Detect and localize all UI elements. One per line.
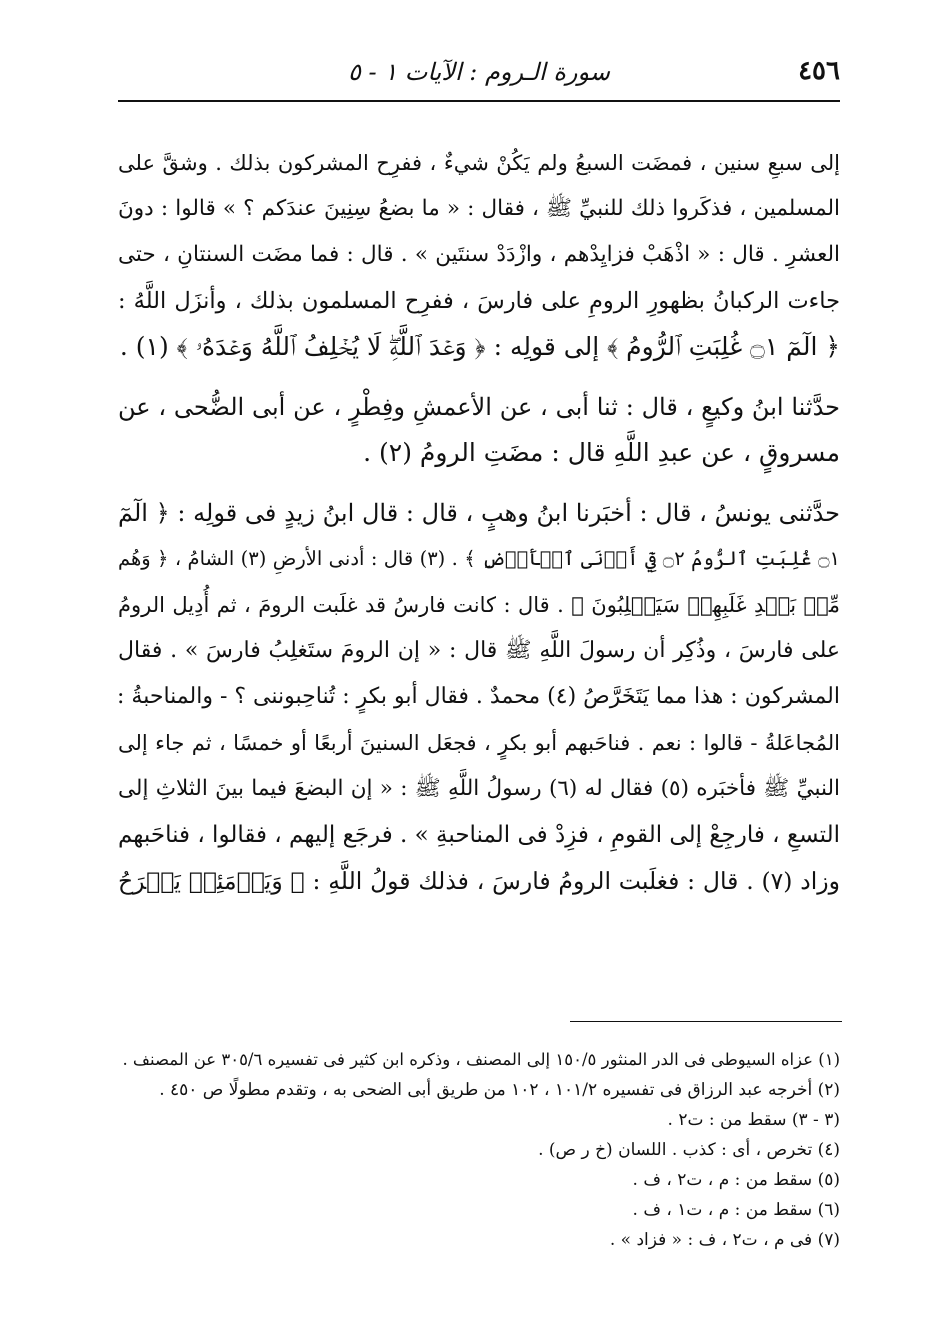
main-text: [118, 140, 840, 904]
footnote: (٧) فى م ، ت٢ ، ف : « فزاد » .: [609, 1230, 840, 1250]
text-line: المُجاعَلةُ - قالوا : نعم . فناحَبهم أبو بكرٍ ، فجعَل السنينَ أربعًا أو خمسًا ، ثم جاء إلى: [118, 731, 840, 755]
text-line: المشركون : هذا مما يَتَخَرَّصُ (٤) محمدٌ . فقال أبو بكرٍ : تُناحِبوننى ؟ - والمناحبةُ :: [117, 684, 840, 709]
footnote-separator: [570, 1021, 842, 1022]
text-line: مِّنۢ بَعۡدِ غَلَبِهِمۡ سَيَغۡلِبُونَ ﴾ . قال : كانت فارسُ قد غلَبت الرومَ ، ثم أُدِيل الرومُ: [118, 593, 840, 617]
text-line: مسروقٍ ، عن عبدِ اللَّهِ قال : مضَتِ الرومُ (٢) .: [363, 438, 840, 467]
paragraph-gap: [118, 370, 840, 384]
running-title: سورة الـروم : الآيات ١ - ٥: [347, 58, 611, 86]
footnote: (٦) سقط من : م ، ت١ ، ف .: [632, 1200, 840, 1220]
footnote: (٣ - ٣) سقط من : ت٢ .: [667, 1110, 840, 1130]
text-line: على فارسَ ، وذُكِر أن رسولَ اللَّهِ ﷺ قال : « إن الرومَ ستَغلِبُ فارسَ » . فقال: [118, 638, 840, 663]
running-header: [118, 50, 840, 102]
footnote: (٥) سقط من : م ، ت٢ ، ف .: [632, 1170, 840, 1190]
footnote: (١) عزاه السيوطى فى الدر المنثور ١٥٠/٥ إلى المصنف ، وذكره ابن كثير فى تفسيره ٣٠٥/٦ عن المصنف .: [122, 1050, 840, 1069]
text-line: إلى سبعِ سنين ، فمضَت السبعُ ولم يَكُنْ شيءٌ ، ففرِح المشركون بذلك . وشقَّ على: [118, 151, 840, 175]
paragraph: [118, 490, 840, 904]
text-line: ۝١ غُلِبَتِ ٱلرُّومُ ۝٢ فِيٓ أَدۡنَى ٱلۡأَرۡضِ ﴾ . (٣) قال : أدنى الأرضِ (٣) الشامُ ، ﴿ وَهُم: [118, 547, 840, 570]
footnote: (٢) أخرجه عبد الرزاق فى تفسيره ١٠١/٢ ، ١٠٢ من طريق أبى الضحى به ، وتقدم مطولًا ص ٤٥٠ .: [159, 1080, 840, 1100]
text-line: وزاد (٧) . قال : فغلَبت الرومُ فارسَ ، فذلك قولُ اللَّهِ : ﴿ وَيَوۡمَئِذٖ يَفۡرَحُ: [118, 867, 840, 895]
text-line: جاءت الركبانُ بظهورِ الرومِ على فارسَ ، ففرِح المسلمون بذلك ، وأنزَل اللَّهُ :: [118, 288, 840, 314]
page-number: ٤٥٦: [798, 56, 840, 86]
text-line: العشرِ . قال : « اذْهَبْ فزايِدْهم ، وازْدَدْ سنتَين » . قال : فما مضَت السنتانِ ، حتى: [118, 242, 841, 267]
footnotes: [118, 1045, 840, 1255]
footnote: (٤) تخرص ، أى : كذب . اللسان (خ ر ص) .: [538, 1140, 840, 1160]
paragraph: [118, 140, 840, 370]
text-line: ﴿ الٓمٓ ۝١ غُلِبَتِ ٱلرُّومُ ﴾ إلى قولِه : ﴿ وَعۡدَ ٱللَّهِۖ لَا يُخۡلِفُ ٱللَّهُ وَعۡدَهُۥ ﴾ (١) .: [119, 332, 840, 361]
text-line: النبيِّ ﷺ فأخبَره (٥) فقال له (٦) رسولُ اللَّهِ ﷺ : « إن البضعَ فيما بينَ الثلاثِ إلى: [118, 776, 840, 801]
text-line: حدَّثنا ابنُ وكيعٍ ، قال : ثنا أبى ، عن الأعمشِ وفِطْرٍ ، عن أبى الضُّحى ، عن: [118, 393, 841, 421]
paragraph: [118, 384, 840, 476]
paragraph-gap: [118, 476, 840, 490]
text-line: المسلمين ، فذكَروا ذلك للنبيِّ ﷺ ، فقال : « ما بضعُ سِنِينَ عندَكم ؟ » قالوا : دونَ: [118, 196, 840, 221]
text-line: التسعِ ، فارجِعْ إلى القومِ ، فزِدْ فى المناحبةِ » . فرجَع إليهم ، فقالوا ، فناحَبهم: [118, 822, 840, 848]
text-line: حدَّثنى يونسُ ، قال : أخبَرنا ابنُ وهبٍ ، قال : قال ابنُ زيدٍ فى قولِه : ﴿ الٓمٓ: [118, 499, 840, 527]
